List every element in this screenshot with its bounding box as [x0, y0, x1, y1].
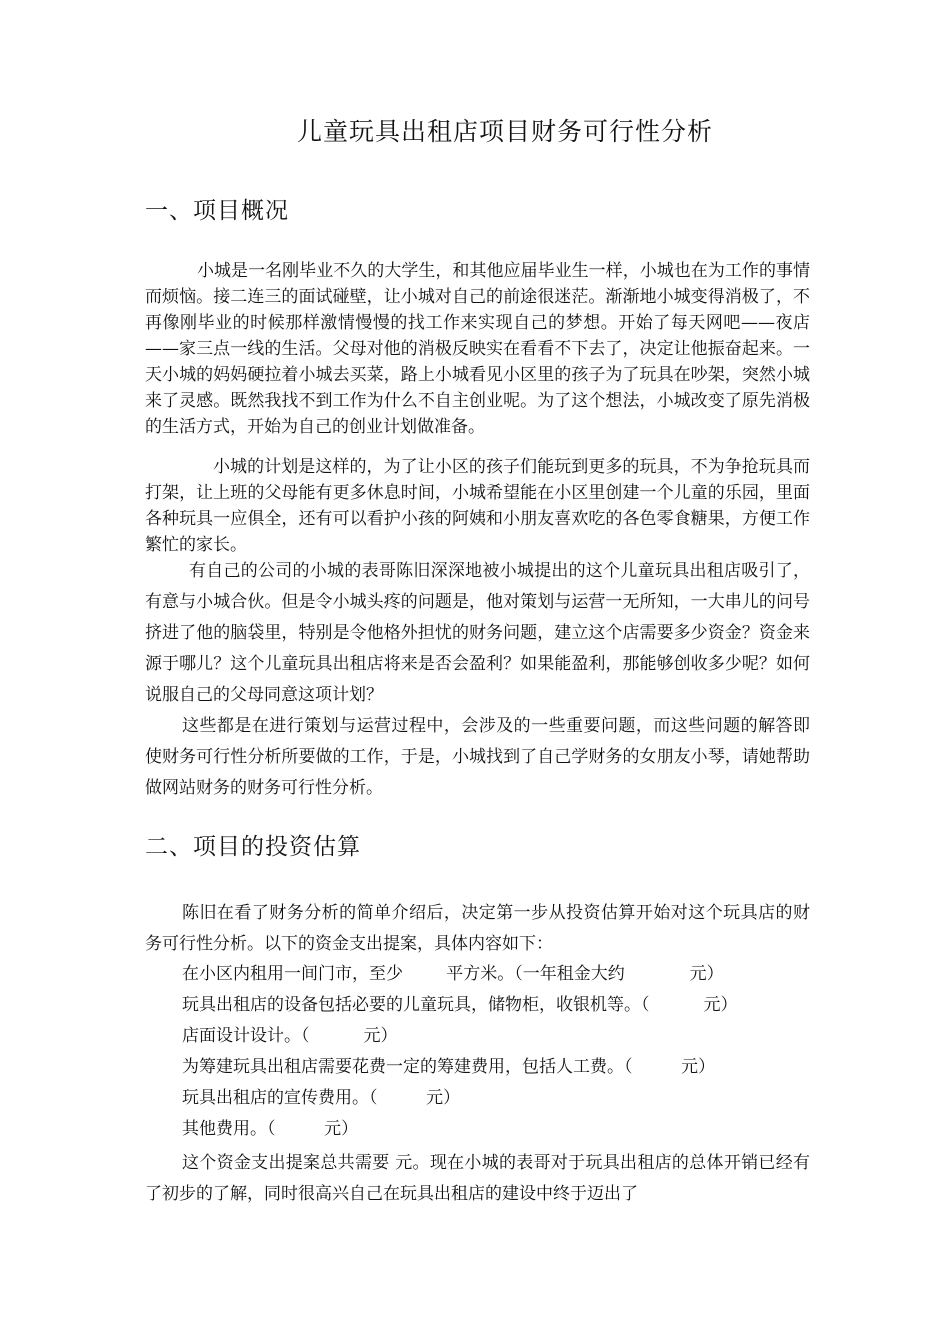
paragraph-overview-1: 小城是一名刚毕业不久的大学生，和其他应届毕业生一样，小城也在为工作的事情而烦恼。接二连三的面试碰壁，让小城对自己的前途很迷茫。渐渐地小城变得消极了，不再像刚毕业的时候那样激情慢慢的找工作来实现自己的梦想。开始了每天网吧——夜店——家三点一线的生活。父母对他的消极反映实在看看不下去了，决定让他振奋起来。一天小城的妈妈硬拉着小城去买菜，路上小城看见小区里的孩子为了玩具在吵架，突然小城来了灵感。既然我找不到工作为什么不自主创业呢。为了这个想法，小城改变了原先消极的生活方式，开始为自己的创业计划做准备。 [145, 261, 810, 437]
section-heading-overview: 一、项目概况 [145, 198, 289, 224]
paragraph-overview-2: 小城的计划是这样的，为了让小区的孩子们能玩到更多的玩具，不为争抢玩具而打架，让上班的父母能有更多休息时间，小城希望能在小区里创建一个儿童的乐园，里面各种玩具一应俱全，还有可以看护小孩的阿姨和小朋友喜欢吃的各色零食糖果，方便工作繁忙的家长。 [145, 457, 810, 555]
paragraph-overview-4: 这些都是在进行策划与运营过程中，会涉及的一些重要问题，而这些问题的解答即使财务可行性分析所要做的工作，于是，小城找到了自己学财务的女朋友小琴，请她帮助做网站财务的财务可行性分析。 [145, 716, 810, 798]
expense-item-design: 店面设计设计。（ 元） [182, 1026, 398, 1046]
expense-item-promotion: 玩具出租店的宣传费用。（ 元） [182, 1088, 461, 1108]
paragraph-overview-3: 有自己的公司的小城的表哥陈旧深深地被小城提出的这个儿童玩具出租店吸引了，有意与小城合伙。但是令小城头疼的问题是，他对策划与运营一无所知，一大串儿的问号挤进了他的脑袋里，特别是令他格外担忧的财务问题，建立这个店需要多少资金？资金来源于哪儿？这个儿童玩具出租店将来是否会盈利？如果能盈利，那能够创收多少呢？如何说服自己的父母同意这项计划？ [145, 561, 810, 705]
section-heading-investment: 二、项目的投资估算 [145, 834, 361, 860]
expense-item-equipment: 玩具出租店的设备包括必要的儿童玩具，储物柜，收银机等。（ 元） [182, 995, 738, 1015]
paragraph-investment-closing: 这个资金支出提案总共需要 元。现在小城的表哥对于玩具出租店的总体开销已经有了初步的了解，同时很高兴自己在玩具出租店的建设中终于迈出了 [145, 1153, 810, 1204]
expense-item-other: 其他费用。（ 元） [182, 1119, 359, 1139]
paragraph-investment-intro: 陈旧在看了财务分析的简单介绍后，决定第一步从投资估算开始对这个玩具店的财务可行性分析。以下的资金支出提案，具体内容如下： [145, 903, 810, 954]
expense-item-preparation: 为筹建玩具出租店需要花费一定的筹建费用，包括人工费。（ 元） [182, 1057, 716, 1077]
document-title: 儿童玩具出租店项目财务可行性分析 [296, 117, 713, 146]
expense-item-rent: 在小区内租用一间门市，至少 平方米。（一年租金大约 元） [182, 964, 724, 984]
